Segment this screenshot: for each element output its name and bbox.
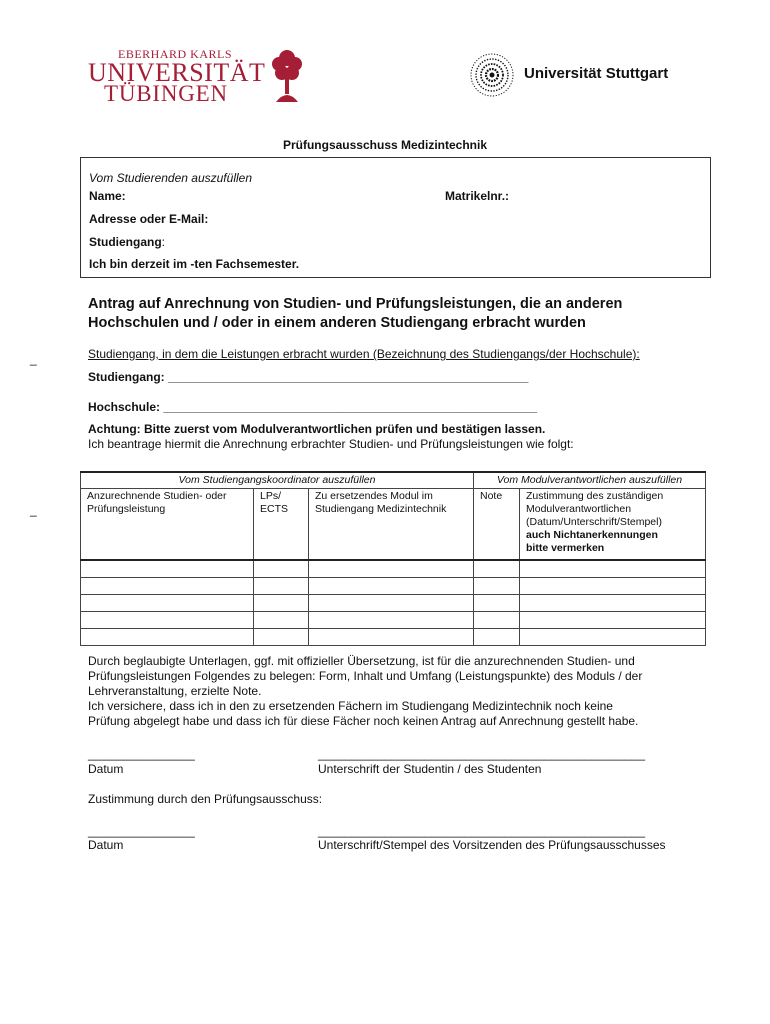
name-label: Name: (89, 189, 126, 203)
tuebingen-logo (88, 47, 298, 107)
module-lead-caption: Vom Modulverantwortlichen auszufüllen (474, 472, 706, 489)
heading-line1: Antrag auf Anrechnung von Studien- und Prüfungsleistungen, die an anderen (88, 296, 623, 312)
palm-tree-icon (270, 48, 304, 104)
declaration-paragraph: Durch beglaubigte Unterlagen, ggf. mit offizieller Übersetzung, ist für die anzurechnenden Studien- und Prüfungsleistungen Folgendes zu belegen: Form, Inhalt und Umfang (Leistungspunkte) des Moduls / der Lehrveranstaltung, erzielte Note. Ich versichere, dass ich in den zu ersetzenden Fächern im Studiengang Medizintechnik noch keine Prüfung abgelegt habe und dass ich für diese Fächer noch keinen Antrag auf Anrechnung gestellt habe. (88, 654, 643, 728)
student-box-intro: Vom Studierenden auszufüllen (89, 171, 252, 185)
semester-label: Ich bin derzeit im -ten Fachsemester. (89, 257, 300, 271)
studiengang-colon: : (161, 235, 166, 249)
date-line: ________________ (88, 747, 195, 761)
col-module: Zu ersetzendes Modul im Studiengang Medizintechnik (309, 489, 474, 561)
studiengang-line: Studiengang: ______________________________________________________ (88, 370, 529, 384)
document-title: Prüfungsausschuss Medizintechnik (282, 138, 488, 152)
date-line: ________________ (88, 824, 195, 838)
studiengang-label: Studiengang (89, 235, 162, 249)
request-text: Ich beantrage hiermit die Anrechnung erbrachter Studien- und Prüfungsleistungen wie folgt: (88, 437, 574, 451)
student-info-box (80, 157, 711, 278)
studiengang-field (89, 235, 165, 249)
col-achievement: Anzurechnende Studien- oder Prüfungsleistung (81, 489, 254, 561)
col-grade: Note (474, 489, 520, 561)
margin-mark: _ (30, 352, 37, 366)
origin-caption: Studiengang, in dem die Leistungen erbracht wurden (Bezeichnung des Studiengangs/der Hochschule): (88, 347, 640, 361)
tuebingen-logo-line1: EBERHARD KARLS (118, 47, 233, 61)
hochschule-line: Hochschule: ________________________________________________________ (88, 400, 538, 414)
col-ects: LPs/ ECTS (254, 489, 309, 561)
tuebingen-logo-line2: UNIVERSITÄT (88, 58, 266, 87)
credit-table (80, 471, 706, 646)
date-label: Datum (88, 838, 124, 852)
committee-approval-label: Zustimmung durch den Prüfungsausschuss: (88, 792, 323, 806)
tuebingen-logo-line3: TÜBINGEN (104, 81, 228, 106)
coordinator-caption: Vom Studiengangskoordinator auszufüllen (81, 472, 474, 489)
table-row (81, 629, 706, 646)
chair-signature-line: _________________________________________________ (318, 824, 646, 838)
stuttgart-logo-text: Universität Stuttgart (524, 65, 669, 82)
table-row (81, 595, 706, 612)
address-label: Adresse oder E-Mail: (89, 212, 209, 226)
table-row (81, 612, 706, 629)
heading-line2: Hochschulen und / oder in einem anderen Studiengang erbracht wurden (88, 315, 586, 331)
col-approval: Zustimmung des zuständigen Modulverantwortlichen (Datum/Unterschrift/Stempel) auch Nichtanerkennungen bitte vermerken (520, 489, 706, 561)
application-heading (88, 295, 728, 333)
student-signature-line: _________________________________________________ (318, 747, 646, 761)
margin-mark: _ (30, 503, 37, 517)
chair-signature-label: Unterschrift/Stempel des Vorsitzenden des Prüfungsausschusses (318, 838, 666, 852)
dot-sphere-icon (468, 52, 516, 98)
table-row (81, 560, 706, 578)
student-signature-label: Unterschrift der Studentin / des Studenten (318, 762, 542, 776)
date-label: Datum (88, 762, 124, 776)
stuttgart-logo (468, 52, 708, 98)
warning-text: Achtung: Bitte zuerst vom Modulverantwortlichen prüfen und bestätigen lassen. (88, 422, 546, 436)
matrikel-label: Matrikelnr.: (445, 189, 510, 203)
table-row (81, 578, 706, 595)
